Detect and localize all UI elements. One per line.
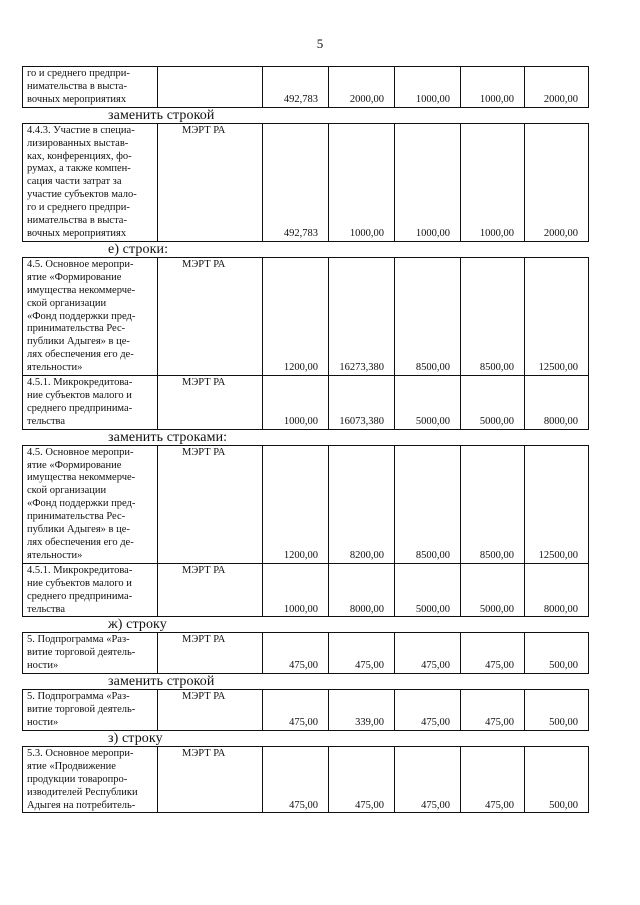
activity-name-line: нимательства в выста- [27, 80, 127, 92]
funding-value-cell: 8000,00 [525, 376, 589, 430]
activity-name-line: румах, а также компен- [27, 163, 131, 175]
funding-value-cell: 1000,00 [263, 563, 329, 617]
funding-value-cell: 475,00 [263, 746, 329, 813]
program-table [22, 445, 589, 618]
funding-value-cell: 475,00 [461, 633, 525, 674]
program-table [22, 66, 589, 108]
activity-name-line: вочных мероприятиях [27, 93, 127, 105]
executor-cell: МЭРТ РА [158, 746, 263, 813]
funding-value-cell: 2000,00 [525, 123, 589, 241]
activity-name-line: тельства [27, 415, 66, 427]
activity-name-line: «Фонд поддержки пред- [27, 498, 136, 510]
funding-value-cell: 8500,00 [461, 257, 525, 375]
activity-name-line: ние субъектов малого и [27, 389, 132, 401]
funding-value-cell: 5000,00 [395, 376, 461, 430]
activity-name-line: лях обеспечения его де- [27, 349, 134, 361]
executor-cell: МЭРТ РА [158, 633, 263, 674]
activity-name-cell [23, 123, 158, 241]
activity-name-cell [23, 257, 158, 375]
funding-value-cell: 1000,00 [263, 376, 329, 430]
funding-value-cell: 1000,00 [461, 123, 525, 241]
executor-cell: МЭРТ РА [158, 690, 263, 731]
activity-name-line: сация части затрат за [27, 176, 122, 188]
activity-name-line: 4.5.1. Микрокредитова- [27, 564, 133, 576]
activity-name-line: лях обеспечения его де- [27, 537, 134, 548]
activity-name-line: 4.4.3. Участие в специа- [27, 124, 135, 136]
activity-name-line: витие торговой деятель- [27, 704, 136, 716]
activity-name-line: го и среднего предпри- [27, 68, 130, 79]
table-row [23, 123, 589, 241]
table-row [23, 376, 589, 430]
activity-name-line: 4.5. Основное меропри- [27, 258, 134, 270]
activity-name-line: имущества некоммерче- [27, 284, 136, 296]
funding-value-cell: 1000,00 [329, 123, 395, 241]
activity-name-line: ятие «Формирование [27, 459, 122, 471]
funding-value-cell: 500,00 [525, 633, 589, 674]
funding-value-cell: 16073,380 [329, 376, 395, 430]
program-table [22, 632, 589, 674]
activity-name-line: ние субъектов малого и [27, 577, 132, 589]
amendment-instruction: ж) строку [108, 617, 167, 633]
activity-name-cell [23, 376, 158, 430]
activity-name-line: витие торговой деятель- [27, 647, 136, 659]
funding-value-cell: 500,00 [525, 746, 589, 813]
program-table [22, 746, 589, 814]
table-row [23, 633, 589, 674]
activity-name-line: публики Адыгея» в це- [27, 336, 130, 348]
activity-name-line: ятие «Продвижение [27, 760, 116, 772]
funding-value-cell: 475,00 [329, 746, 395, 813]
funding-value-cell: 475,00 [461, 690, 525, 731]
table-row [23, 445, 589, 563]
funding-value-cell: 492,783 [263, 67, 329, 108]
funding-value-cell: 475,00 [395, 633, 461, 674]
funding-value-cell: 5000,00 [461, 563, 525, 617]
funding-value-cell: 8500,00 [395, 445, 461, 563]
activity-name-line: 5. Подпрограмма «Раз- [27, 634, 130, 646]
activity-name-line: имущества некоммерче- [27, 472, 136, 484]
funding-value-cell: 8000,00 [525, 563, 589, 617]
activity-name-line: Адыгея на потребитель- [27, 799, 136, 811]
activity-name-line: ности» [27, 660, 59, 672]
activity-name-line: 4.5.1. Микрокредитова- [27, 377, 133, 389]
funding-value-cell: 16273,380 [329, 257, 395, 375]
executor-cell: МЭРТ РА [158, 563, 263, 617]
funding-value-cell: 8000,00 [329, 563, 395, 617]
funding-value-cell: 8500,00 [461, 445, 525, 563]
page-number: 5 [316, 36, 324, 51]
activity-name-line: 5.3. Основное меропри- [27, 747, 134, 759]
activity-name-cell [23, 633, 158, 674]
funding-value-cell: 8200,00 [329, 445, 395, 563]
activity-name-cell [23, 445, 158, 563]
activity-name-cell [23, 746, 158, 813]
activity-name-line: среднего предпринима- [27, 590, 133, 602]
funding-value-cell: 339,00 [329, 690, 395, 731]
executor-cell: МЭРТ РА [158, 376, 263, 430]
activity-name-line: изводителей Республики [27, 786, 138, 798]
funding-value-cell: 475,00 [263, 690, 329, 731]
table-row [23, 563, 589, 617]
program-table [22, 257, 589, 430]
funding-value-cell: 475,00 [263, 633, 329, 674]
amendment-instruction: з) строку [108, 730, 163, 746]
activity-name-line: «Фонд поддержки пред- [27, 310, 136, 322]
amendment-instruction: заменить строкой [108, 674, 215, 690]
funding-value-cell: 492,783 [263, 123, 329, 241]
activity-name-line: участие субъектов мало- [27, 189, 137, 201]
program-table [22, 689, 589, 731]
funding-value-cell: 475,00 [395, 690, 461, 731]
executor-cell: МЭРТ РА [158, 445, 263, 563]
activity-name-line: публики Адыгея» в це- [27, 524, 130, 536]
funding-value-cell: 475,00 [461, 746, 525, 813]
funding-value-cell: 2000,00 [525, 67, 589, 108]
funding-value-cell: 5000,00 [461, 376, 525, 430]
activity-name-line: продукции товаропро- [27, 773, 128, 785]
amendment-document [22, 66, 588, 813]
program-table [22, 123, 589, 242]
activity-name-cell [23, 67, 158, 108]
funding-value-cell: 500,00 [525, 690, 589, 731]
activity-name-line: 5. Подпрограмма «Раз- [27, 691, 130, 703]
activity-name-line: среднего предпринима- [27, 402, 133, 414]
executor-cell: МЭРТ РА [158, 123, 263, 241]
funding-value-cell: 1000,00 [395, 123, 461, 241]
activity-name-line: ятельности» [27, 549, 83, 561]
activity-name-line: лизированных выстав- [27, 137, 129, 149]
amendment-instruction: е) строки: [108, 241, 169, 257]
activity-name-line: тельства [27, 603, 66, 615]
amendment-instruction: заменить строками: [108, 429, 228, 445]
funding-value-cell: 5000,00 [395, 563, 461, 617]
activity-name-line: ятельности» [27, 362, 83, 374]
funding-value-cell: 2000,00 [329, 67, 395, 108]
funding-value-cell: 12500,00 [525, 257, 589, 375]
executor-cell [158, 67, 263, 108]
funding-value-cell: 1200,00 [263, 445, 329, 563]
table-row [23, 257, 589, 375]
funding-value-cell: 475,00 [395, 746, 461, 813]
table-row [23, 746, 589, 813]
table-row [23, 690, 589, 731]
activity-name-line: ности» [27, 716, 59, 728]
activity-name-cell [23, 690, 158, 731]
activity-name-line: ской организации [27, 485, 107, 497]
funding-value-cell: 475,00 [329, 633, 395, 674]
activity-name-line: вочных мероприятиях [27, 227, 127, 239]
table-row [23, 67, 589, 108]
activity-name-line: ках, конференциях, фо- [27, 150, 132, 162]
activity-name-line: ятие «Формирование [27, 271, 122, 283]
funding-value-cell: 1000,00 [395, 67, 461, 108]
activity-name-line: принимательства Рес- [27, 323, 126, 335]
activity-name-cell [23, 563, 158, 617]
executor-cell: МЭРТ РА [158, 257, 263, 375]
funding-value-cell: 12500,00 [525, 445, 589, 563]
activity-name-line: принимательства Рес- [27, 511, 126, 523]
funding-value-cell: 1200,00 [263, 257, 329, 375]
activity-name-line: ской организации [27, 297, 107, 309]
amendment-instruction: заменить строкой [108, 107, 215, 123]
funding-value-cell: 1000,00 [461, 67, 525, 108]
activity-name-line: 4.5. Основное меропри- [27, 446, 134, 458]
funding-value-cell: 8500,00 [395, 257, 461, 375]
activity-name-line: го и среднего предпри- [27, 202, 130, 214]
activity-name-line: нимательства в выста- [27, 215, 127, 227]
